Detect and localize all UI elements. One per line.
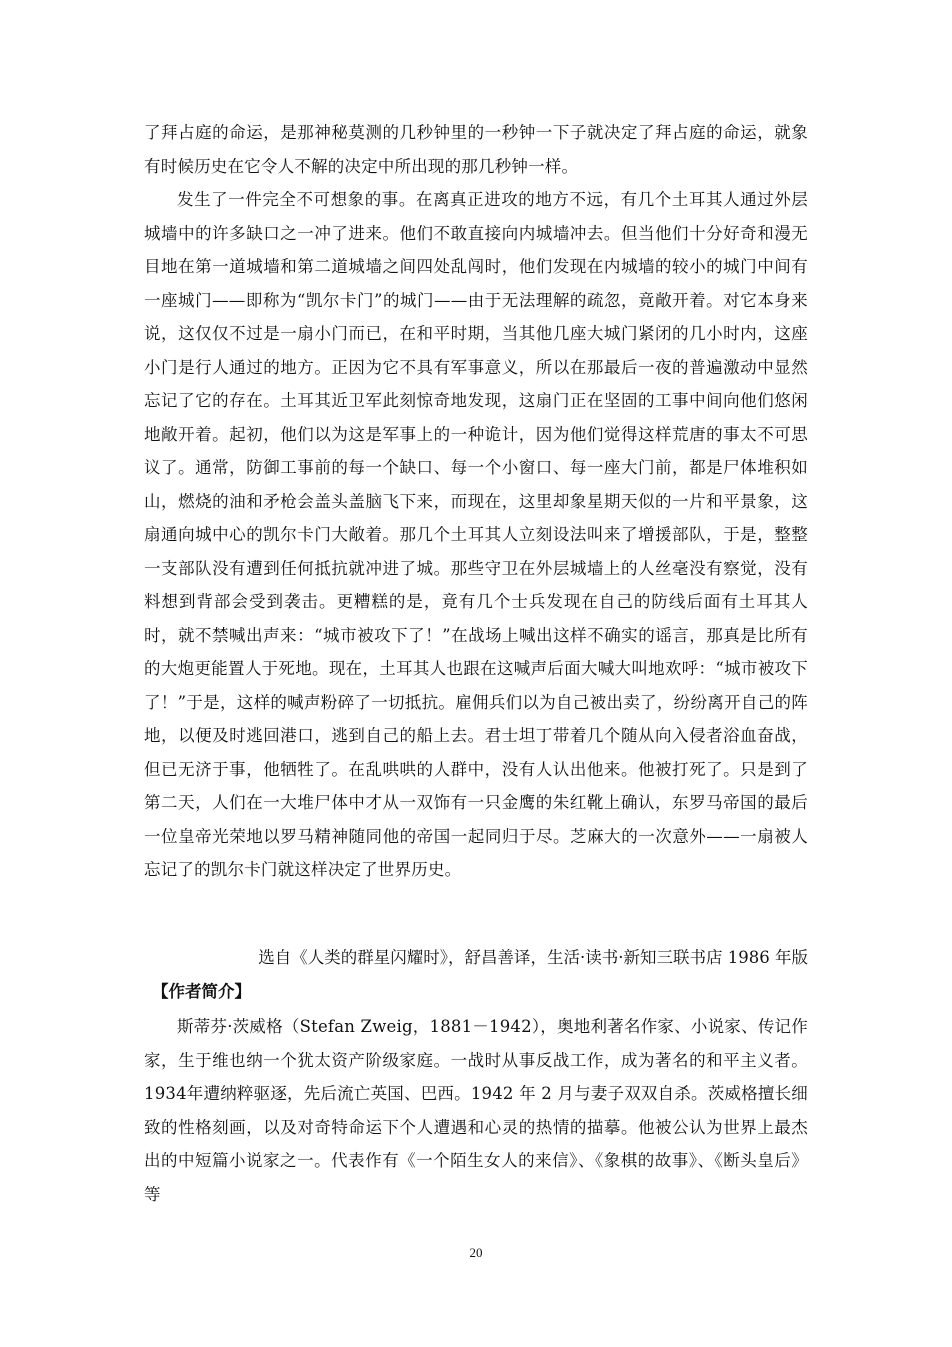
author-bio-block [144,1010,808,1211]
source-citation: 选自《人类的群星闪耀时》，舒昌善译，生活·读书·新知三联书店 1986 年版 [258,948,808,967]
continuation-paragraph: 了拜占庭的命运，是那神秘莫测的几秒钟里的一秒钟一下子就决定了拜占庭的命运，就象有时候历史在它令人不解的决定中所出现的那几秒钟一样。 [144,123,808,176]
story-text [144,116,808,887]
author-heading: 【作者简介】 [152,982,251,1001]
main-paragraph: 发生了一件完全不可想象的事。在离真正进攻的地方不远，有几个土耳其人通过外层城墙中的许多缺口之一冲了进来。他们不敢直接向内城墙冲去。但当他们十分好奇和漫无目地在第一道城墙和第二道城墙之间四处乱闯时，他们发现在内城墙的较小的城门中间有一座城门——即称为“凯尔卡门”的城门——由于无法理解的疏忽，竟敞开着。对它本身来说，这仅仅不过是一扇小门而已，在和平时期，当其他几座大城门紧闭的几小时内，这座小门是行人通过的地方。正因为它不具有军事意义，所以在那最后一夜的普遍激动中显然忘记了它的存在。土耳其近卫军此刻惊奇地发现，这扇门正在坚固的工事中间向他们悠闲地敞开着。起初，他们以为这是军事上的一种诡计，因为他们觉得这样荒唐的事太不可思议了。通常，防御工事前的每一个缺口、每一个小窗口、每一座大门前，都是尸体堆积如山，燃烧的油和矛枪会盖头盖脑飞下来，而现在，这里却象星期天似的一片和平景象，这扇通向城中心的凯尔卡门大敞着。那几个土耳其人立刻设法叫来了增援部队，于是，整整一支部队没有遭到任何抵抗就冲进了城。那些守卫在外层城墙上的人丝毫没有察觉，没有料想到背部会受到袭击。更糟糕的是，竟有几个士兵发现在自己的防线后面有土耳其人时，就不禁喊出声来：“城市被攻下了！”在战场上喊出这样不确实的谣言，那真是比所有的大炮更能置人于死地。现在，土耳其人也跟在这喊声后面大喊大叫地欢呼：“城市被攻下了！”于是，这样的喊声粉碎了一切抵抗。雇佣兵们以为自己被出卖了，纷纷离开自己的阵地，以便及时逃回港口，逃到自己的船上去。君士坦丁带着几个随从向入侵者浴血奋战，但已无济于事，他牺牲了。在乱哄哄的人群中，没有人认出他来。他被打死了。只是到了第二天，人们在一大堆尸体中才从一双饰有一只金鹰的朱红靴上确认，东罗马帝国的最后一位皇帝光荣地以罗马精神随同他的帝国一起同归于尽。芝麻大的一次意外——一扇被人忘记了的凯尔卡门就这样决定了世界历史。 [144,190,808,879]
page-number: 20 [469,1245,483,1260]
author-bio-paragraph: 斯蒂芬·茨威格（Stefan Zweig，1881－1942），奥地利著名作家、小说家、传记作家，生于维也纳一个犹太资产阶级家庭。一战时从事反战工作，成为著名的和平主义者。1934年遭纳粹驱逐，先后流亡英国、巴西。1942 年 2 月与妻子双双自杀。茨威格擅长细致的性格刻画，以及对奇特命运下个人遭遇和心灵的热情的描摹。他被公认为世界上最杰出的中短篇小说家之一。代表作有《一个陌生女人的来信》、《象棋的故事》、《断头皇后》等 [144,1017,808,1204]
